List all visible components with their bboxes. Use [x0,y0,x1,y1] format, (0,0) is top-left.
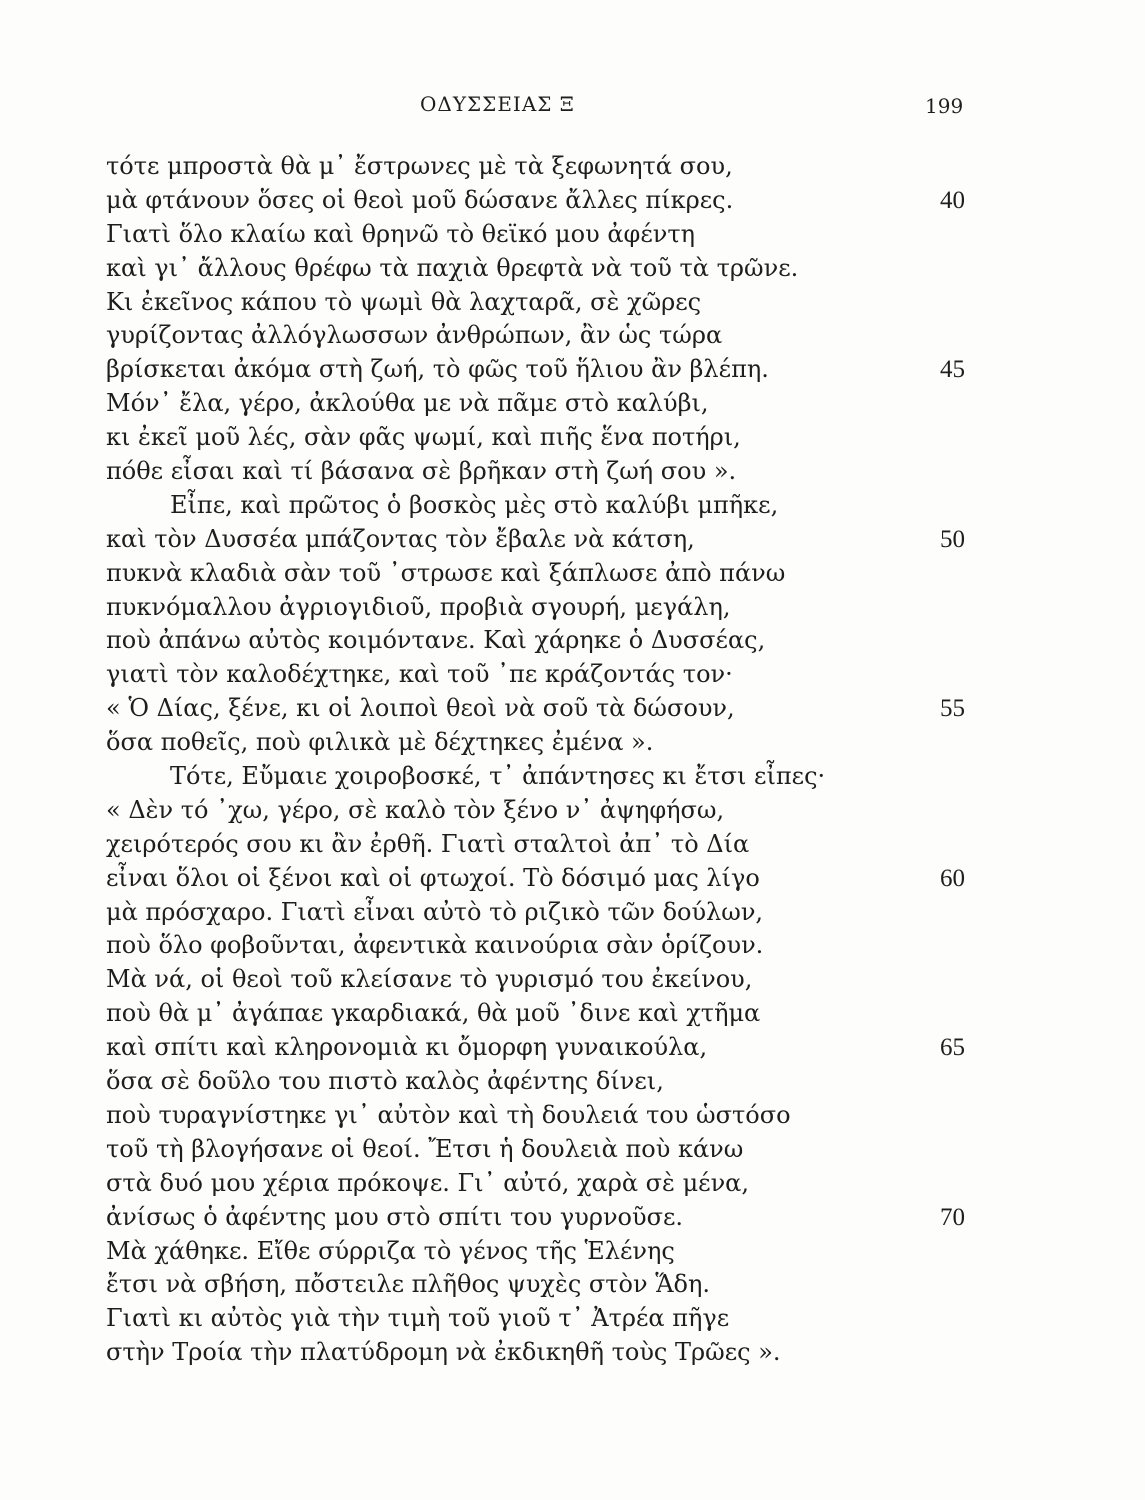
verse-text: ἔτσι νὰ σβήση, πὄστειλε πλῆθος ψυχὲς στὸν Ἅδη. [106,1270,710,1299]
verse-text: Μόν᾽ ἔλα, γέρο, ἀκλούθα με νὰ πᾶμε στὸ καλύβι, [106,389,709,418]
verse-line [0,997,1145,1031]
verse-line [0,591,1145,625]
verse-text: καὶ τὸν Δυσσέα μπάζοντας τὸν ἔβαλε νὰ κάτση, [106,524,695,553]
page-header [0,92,1145,122]
verse-text: « Δὲν τό ᾽χω, γέρο, σὲ καλὸ τὸν ξένο ν᾽ ἀψηφήσω, [106,795,725,824]
verse-line [0,218,1145,252]
poem-text [0,150,1145,1370]
verse-text: γυρίζοντας ἀλλόγλωσσων ἀνθρώπων, ἂν ὡς τώρα [106,321,723,350]
verse-text: ποὺ θὰ μ᾽ ἀγάπαε γκαρδιακά, θὰ μοῦ ᾽δινε καὶ χτῆμα [106,999,761,1028]
verse-line [0,455,1145,489]
verse-text: τότε μπροστὰ θὰ μ᾽ ἔστρωνες μὲ τὰ ξεφωνητά σου, [106,152,733,180]
verse-text: « Ὁ Δίας, ξένε, κι οἱ λοιποὶ θεοὶ νὰ σοῦ τὰ δώσουν, [106,694,735,723]
verse-text: πυκνὰ κλαδιὰ σὰν τοῦ ᾽στρωσε καὶ ξάπλωσε ἀπὸ πάνω [106,558,786,587]
verse-text: βρίσκεται ἀκόμα στὴ ζωή, τὸ φῶς τοῦ ἥλιου ἂν βλέπη. [106,355,769,384]
verse-line [0,319,1145,353]
verse-line [0,624,1145,658]
verse-line [0,1336,1145,1370]
verse-text: Κι ἐκεῖνος κάπου τὸ ψωμὶ θὰ λαχταρᾶ, σὲ χῶρες [106,287,702,316]
verse-text: ποὺ τυραγνίστηκε γι᾽ αὐτὸν καὶ τὴ δουλειά του ὡστόσο [106,1100,791,1129]
verse-text: ποὺ ὅλο φοβοῦνται, ἀφεντικὰ καινούρια σὰν ὁρίζουν. [106,931,764,960]
verse-line [0,1167,1145,1201]
verse-line [0,1235,1145,1269]
verse-line [0,1201,1145,1235]
verse-text: Μὰ χάθηκε. Εἴθε σύρριζα τὸ γένος τῆς Ἑλένης [106,1236,675,1265]
verse-line [0,658,1145,692]
page-number: 199 [925,94,964,118]
verse-line [0,184,1145,218]
verse-text: πυκνόμαλλου ἀγριογιδιοῦ, προβιὰ σγουρή, μεγάλη, [106,592,731,621]
verse-text: μὰ πρόσχαρο. Γιατὶ εἶναι αὐτὸ τὸ ριζικὸ τῶν δούλων, [106,897,764,926]
verse-line [0,828,1145,862]
line-number: 50 [940,525,965,553]
line-number: 40 [940,186,965,214]
verse-text: Γιατὶ κι αὐτὸς γιὰ τὴν τιμὴ τοῦ γιοῦ τ᾽ Ἀτρέα πῆγε [106,1304,730,1333]
verse-line [0,353,1145,387]
verse-text: ποὺ ἀπάνω αὐτὸς κοιμόντανε. Καὶ χάρηκε ὁ Δυσσέας, [106,626,766,655]
verse-line [0,1031,1145,1065]
line-number: 45 [940,356,965,384]
verse-text: στὰ δυό μου χέρια πρόκοψε. Γι᾽ αὐτό, χαρὰ σὲ μένα, [106,1168,750,1197]
verse-text: Τότε, Εὔμαιε χοιροβοσκέ, τ᾽ ἀπάντησες κι ἔτσι εἶπες· [170,762,826,791]
verse-text: καὶ γι᾽ ἄλλους θρέφω τὰ παχιὰ θρεφτὰ νὰ τοῦ τὰ τρῶνε. [106,253,799,282]
verse-text: Μὰ νά, οἱ θεοὶ τοῦ κλείσανε τὸ γυρισμό του ἐκείνου, [106,965,753,994]
verse-text: χειρότερός σου κι ἂν ἐρθῆ. Γιατὶ σταλτοὶ ἀπ᾽ τὸ Δία [106,829,750,858]
verse-text: ἀνίσως ὁ ἀφέντης μου στὸ σπίτι του γυρνοῦσε. [106,1202,684,1231]
verse-line [0,760,1145,794]
running-title: ΟΔΥΣΣΕΙΑΣ Ξ [420,92,575,116]
verse-line [0,794,1145,828]
verse-line [0,387,1145,421]
verse-line [0,1302,1145,1336]
verse-line [0,150,1145,184]
verse-text: καὶ σπίτι καὶ κληρονομιὰ κι ὄμορφη γυναικούλα, [106,1033,708,1062]
verse-line [0,523,1145,557]
verse-line [0,1099,1145,1133]
verse-text: ὅσα ποθεῖς, ποὺ φιλικὰ μὲ δέχτηκες ἐμένα ». [106,728,654,757]
verse-line [0,252,1145,286]
line-number: 60 [940,864,965,892]
verse-text: κι ἐκεῖ μοῦ λές, σὰν φᾶς ψωμί, καὶ πιῆς ἕνα ποτήρι, [106,423,741,452]
verse-line [0,692,1145,726]
verse-line [0,1133,1145,1167]
verse-line [0,286,1145,320]
verse-text: στὴν Τροία τὴν πλατύδρομη νὰ ἐκδικηθῆ τοὺς Τρῶες ». [106,1338,781,1367]
line-number: 65 [940,1034,965,1062]
verse-line [0,862,1145,896]
verse-line [0,929,1145,963]
verse-line [0,557,1145,591]
verse-line [0,726,1145,760]
verse-line [0,489,1145,523]
verse-line [0,1268,1145,1302]
verse-text: Γιατὶ ὅλο κλαίω καὶ θρηνῶ τὸ θεϊκό μου ἀφέντη [106,219,696,248]
verse-line [0,421,1145,455]
line-number: 70 [940,1203,965,1231]
line-number: 55 [940,695,965,723]
verse-text: Εἶπε, καὶ πρῶτος ὁ βοσκὸς μὲς στὸ καλύβι μπῆκε, [170,490,779,519]
verse-text: ὅσα σὲ δοῦλο του πιστὸ καλὸς ἀφέντης δίνει, [106,1067,664,1096]
verse-line [0,963,1145,997]
verse-text: πόθε εἶσαι καὶ τί βάσανα σὲ βρῆκαν στὴ ζωή σου ». [106,457,737,486]
verse-text: τοῦ τὴ βλογήσανε οἱ θεοί. Ἔτσι ἡ δουλειὰ ποὺ κάνω [106,1134,744,1163]
verse-text: εἶναι ὅλοι οἱ ξένοι καὶ οἱ φτωχοί. Τὸ δόσιμό μας λίγο [106,863,760,892]
verse-text: γιατὶ τὸν καλοδέχτηκε, καὶ τοῦ ᾽πε κράζοντάς τον· [106,660,733,689]
verse-line [0,896,1145,930]
verse-line [0,1065,1145,1099]
verse-text: μὰ φτάνουν ὅσες οἱ θεοὶ μοῦ δώσανε ἄλλες πίκρες. [106,185,734,214]
